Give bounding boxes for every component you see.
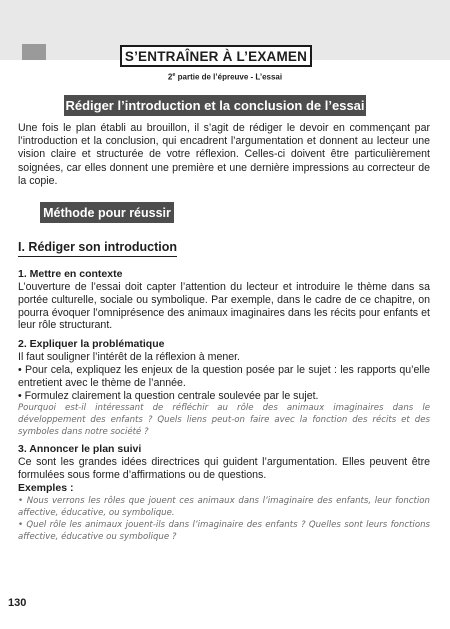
step2-example: Pourquoi est-il intéressant de réfléchir au rôle des animaux imaginaires dans le développement des enfants ? Quels liens peut-on faire avec la fonction des récits et des symboles dans notre société ?: [18, 403, 430, 438]
step3-text: Ce sont les grandes idées directrices qui guident l’argumentation. Elles peuvent être formulées sous forme d’affirmations ou de questions.: [18, 456, 430, 482]
examples-label: Exemples :: [18, 481, 74, 494]
step2-bullet-2: • Formulez clairement la question centrale soulevée par le sujet.: [18, 389, 319, 402]
method-content: [18, 268, 430, 543]
part1-heading: I. Rédiger son introduction: [18, 240, 177, 257]
page-subtitle: [0, 72, 450, 82]
step3-example-1: • Nous verrons les rôles que jouent ces animaux dans l’imaginaire des enfants, leur fonction affective, éducative, ou symbolique.: [18, 495, 430, 518]
method-title: Méthode pour réussir: [40, 202, 174, 223]
header-tab-marker: [22, 44, 46, 60]
step3-title: 3. Annoncer le plan suivi: [18, 443, 142, 456]
step2-title: 2. Expliquer la problématique: [18, 338, 165, 351]
section-title: Rédiger l’introduction et la conclusion de l’essai: [64, 95, 366, 116]
intro-paragraph: Une fois le plan établi au brouillon, il s’agit de rédiger le devoir en commençant par l’introduction et la conclusion, qui encadrent l’argumentation et donnent au lecteur une vision claire et structurée de votre réflexion. Celles-ci doivent être particulièrement soignées, car elles donnent une première et une dernière impressions au correcteur de la copie.: [18, 122, 430, 187]
subtitle-text: partie de l’épreuve - L’essai: [175, 72, 283, 82]
subtitle-ordinal: e: [172, 72, 176, 78]
page-title: S’ENTRAÎNER À L’EXAMEN: [120, 45, 312, 67]
step1-text: L’ouverture de l’essai doit capter l’attention du lecteur et introduire le thème dans sa portée culturelle, sociale ou symbolique. Par exemple, dans le cadre de ce chapitre, on pourra évoquer l’omniprésence des animaux imaginaires dans les récits pour enfants et leur rôle structurant.: [18, 281, 430, 332]
step1-title: 1. Mettre en contexte: [18, 268, 123, 280]
page-number: 130: [8, 597, 27, 609]
step3-example-2: • Quel rôle les animaux jouent-ils dans l’imaginaire des enfants ? Quelles sont leurs fonctions affective, éducative ou symbolique ?: [18, 519, 430, 542]
step2-text: Il faut souligner l’intérêt de la réflexion à mener.: [18, 351, 241, 364]
step2-bullet-1: • Pour cela, expliquez les enjeux de la question posée par le sujet : les rapports qu’elle entretient avec le thème de l’année.: [18, 363, 430, 389]
subtitle-number: 2: [167, 72, 173, 82]
